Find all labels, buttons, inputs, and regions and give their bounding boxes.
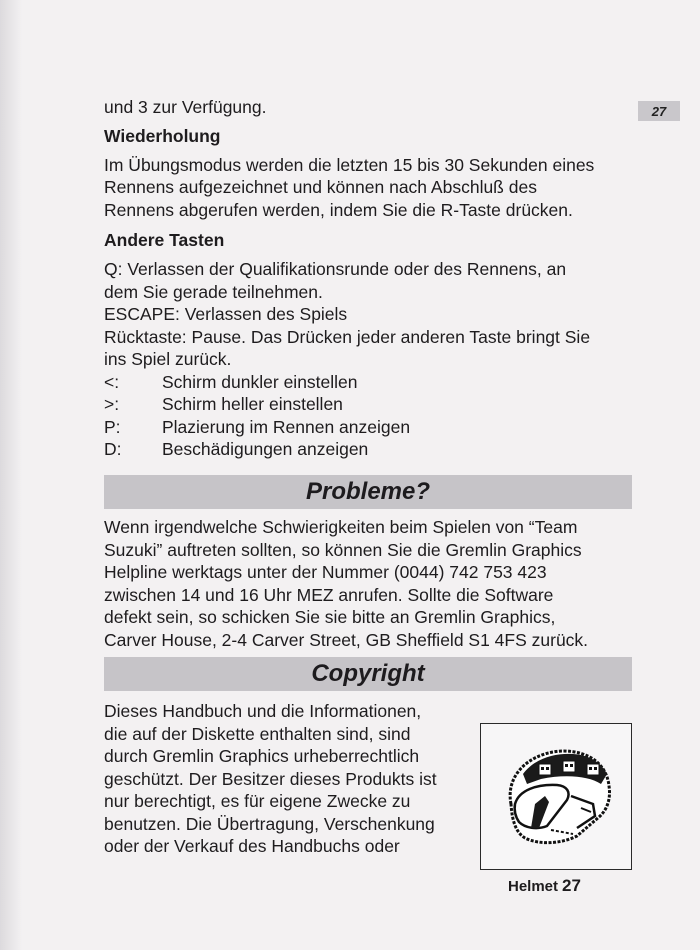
key-row: [104, 416, 636, 439]
copyright-title: Copyright: [311, 660, 425, 687]
paragraph-line: die auf der Diskette enthalten sind, sind: [104, 723, 411, 744]
problems-banner: [104, 475, 632, 509]
key-label: P:: [104, 416, 121, 437]
paragraph-line: durch Gremlin Graphics urheberrechtlich: [104, 746, 420, 766]
paragraph-line: Helpline werktags unter der Nummer (0044) 742 753 423: [104, 562, 547, 582]
helmet-figure: [480, 723, 632, 870]
paragraph-line: Rücktaste: Pause. Das Drücken jeder anderen Taste bringt Sie: [104, 326, 591, 347]
key-row: [104, 393, 636, 416]
caption-label: Helmet: [508, 878, 559, 895]
key-row: [104, 371, 636, 394]
paragraph-line: dem Sie gerade teilnehmen.: [104, 281, 323, 302]
other-keys-heading: Andere Tasten: [104, 230, 225, 250]
key-label: D:: [104, 439, 122, 459]
copyright-paragraph: [104, 700, 474, 858]
paragraph-line: Im Übungsmodus werden die letzten 15 bis 30 Sekunden eines: [104, 154, 595, 175]
paragraph-line: Rennens aufgezeichnet und können nach Abschluß des: [104, 177, 537, 197]
replay-paragraph: [104, 154, 636, 222]
paragraph-line: Carver House, 2-4 Carver Street, GB Sheffield S1 4FS zurück.: [104, 629, 589, 650]
paragraph-line: defekt sein, so schicken Sie sie bitte an Gremlin Graphics,: [104, 607, 556, 627]
key-row: [104, 438, 636, 461]
problems-paragraph: [104, 516, 636, 651]
page-edge-shadow: [0, 0, 22, 950]
paragraph-line: Rennens abgerufen werden, indem Sie die R-Taste drücken.: [104, 199, 573, 220]
key-description: Beschädigungen anzeigen: [162, 439, 369, 459]
key-label: >:: [104, 394, 120, 414]
page-number-tab: 27: [638, 101, 680, 121]
paragraph-line: benutzen. Die Übertragung, Verschenkung: [104, 813, 435, 834]
page-number: 27: [562, 876, 581, 895]
other-keys-paragraph: [104, 258, 636, 461]
copyright-banner: [104, 657, 632, 691]
paragraph-line: ins Spiel zurück.: [104, 349, 232, 369]
paragraph-line: geschützt. Der Besitzer dieses Produkts ist: [104, 768, 437, 789]
paragraph-line: zwischen 14 und 16 Uhr MEZ anrufen. Sollte die Software: [104, 584, 554, 605]
paragraph-line: oder der Verkauf des Handbuchs oder: [104, 836, 400, 856]
helmet-icon: [481, 724, 631, 869]
paragraph-line: Q: Verlassen der Qualifikationsrunde oder des Rennens, an: [104, 259, 567, 279]
paragraph-line: Wenn irgendwelche Schwierigkeiten beim Spielen von “Team: [104, 517, 578, 537]
replay-heading: Wiederholung: [104, 125, 221, 146]
figure-caption: [508, 876, 581, 896]
key-label: <:: [104, 371, 120, 392]
key-description: Plazierung im Rennen anzeigen: [162, 416, 411, 437]
paragraph-line: Dieses Handbuch und die Informationen,: [104, 701, 422, 721]
paragraph-line: nur berechtigt, es für eigene Zwecke zu: [104, 791, 411, 811]
problems-title: Probleme?: [305, 478, 431, 505]
key-description: Schirm dunkler einstellen: [162, 371, 358, 392]
key-description: Schirm heller einstellen: [162, 394, 343, 414]
controls-section: [104, 96, 636, 461]
paragraph-line: Suzuki” auftreten sollten, so können Sie die Gremlin Graphics: [104, 539, 582, 560]
paragraph-line: ESCAPE: Verlassen des Spiels: [104, 304, 348, 324]
intro-line: und 3 zur Verfügung.: [104, 97, 267, 117]
